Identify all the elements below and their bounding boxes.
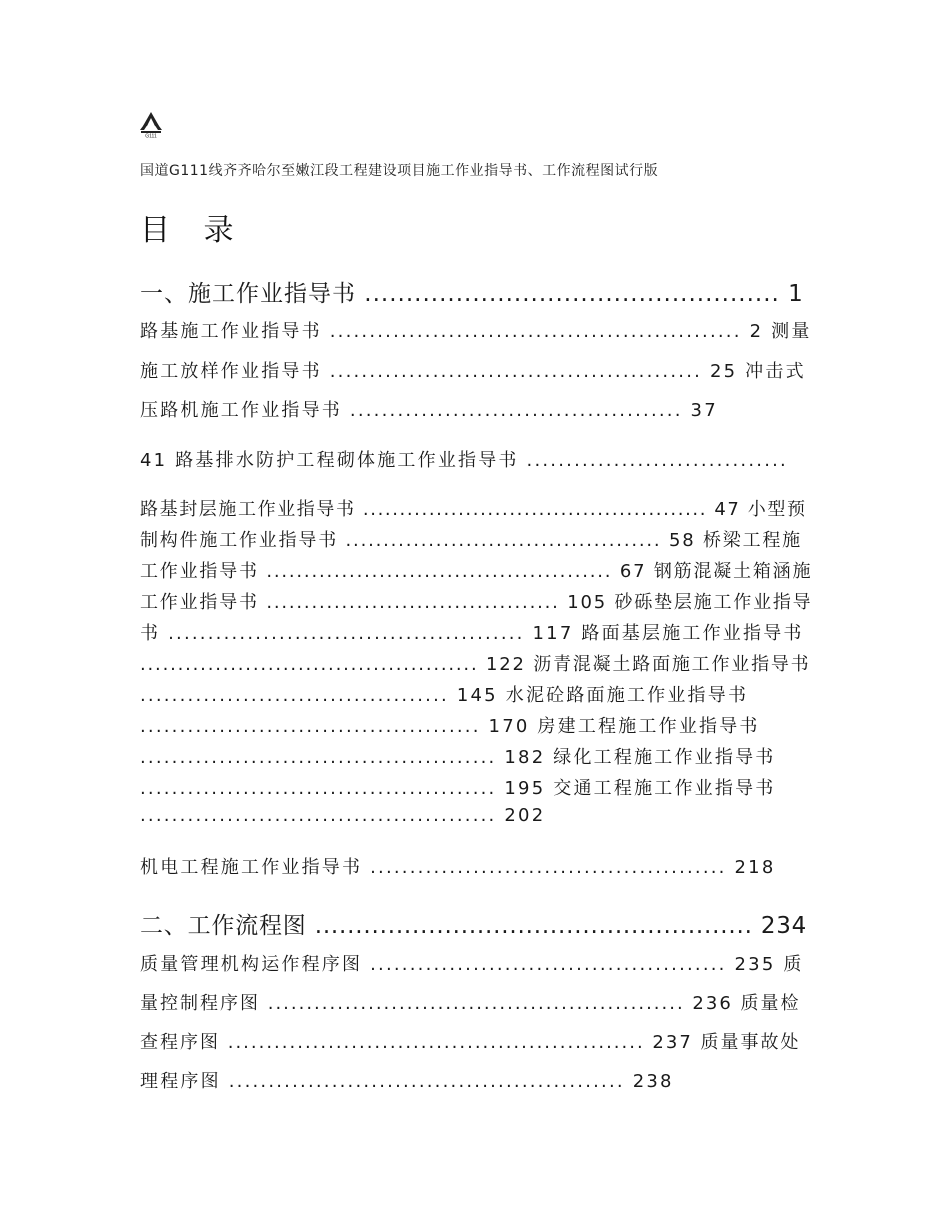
toc-section-1: 一、施工作业指导书 .................................................. 1 [140, 281, 804, 307]
toc-line: 压路机施工作业指导书 .......................................... 37 [140, 400, 718, 421]
toc-section-2: 二、工作流程图 ...................................................... 234 [140, 913, 808, 939]
toc-line: 制构件施工作业指导书 .......................................... 58 桥梁工程施 [140, 530, 802, 551]
toc-line: 书 ............................................. 117 路面基层施工作业指导书 [140, 623, 804, 644]
svg-text:G111: G111 [145, 133, 157, 138]
toc-line: 质量管理机构运作程序图 ............................................. 235 质 [140, 954, 804, 975]
toc-line: 工作业指导书 ....................................... 105 砂砾垫层施工作业指导 [140, 592, 813, 613]
toc-line: 量控制程序图 ...................................................... 236 质量检 [140, 993, 801, 1014]
toc-line: 机电工程施工作业指导书 ............................................. 218 [140, 857, 776, 878]
toc-line: ............................................. 195 交通工程施工作业指导书 [140, 778, 776, 799]
toc-line: 查程序图 ...................................................... 237 质量事故处 [140, 1032, 801, 1053]
g111-logo [138, 110, 164, 138]
g111-logo-icon [138, 110, 164, 138]
document-subtitle: 国道G111线齐齐哈尔至嫩江段工程建设项目施工作业指导书、工作流程图试行版 [140, 163, 659, 179]
toc-line: 路基施工作业指导书 .................................................... 2 测量 [140, 321, 812, 342]
toc-line: 工作业指导书 .............................................. 67 钢筋混凝土箱涵施 [140, 561, 813, 582]
toc-line: 路基封层施工作业指导书 ............................................... 47 小型预 [140, 499, 807, 520]
toc-line: 施工放样作业指导书 ............................................... 25 冲击式 [140, 361, 806, 382]
toc-line: ............................................. 182 绿化工程施工作业指导书 [140, 747, 776, 768]
toc-line: ............................................. 122 沥青混凝土路面施工作业指导书 [140, 654, 811, 675]
toc-line: 理程序图 .................................................. 238 [140, 1071, 674, 1092]
toc-line: ....................................... 145 水泥砼路面施工作业指导书 [140, 685, 749, 706]
toc-line: ........................................... 170 房建工程施工作业指导书 [140, 716, 760, 737]
toc-line: ............................................. 202 [140, 805, 546, 826]
toc-line: 41 路基排水防护工程砌体施工作业指导书 ................................. [140, 450, 788, 471]
toc-title: 目 录 [140, 213, 246, 248]
